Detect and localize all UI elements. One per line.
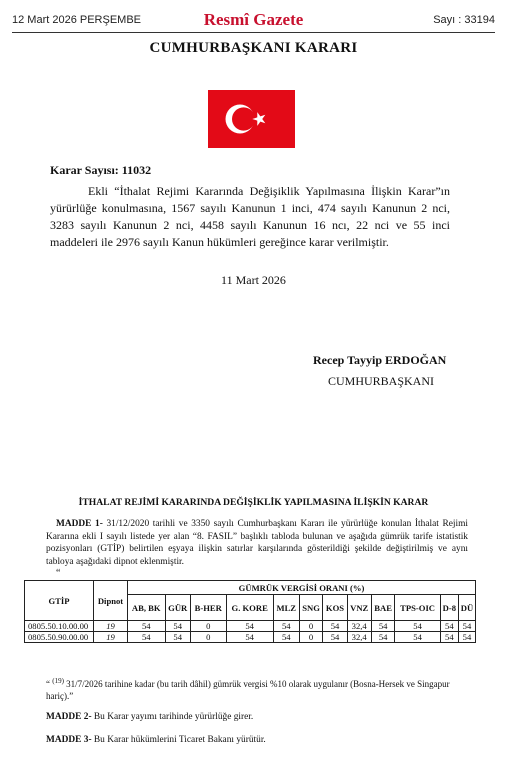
column-header: DÜ — [458, 595, 475, 621]
rate-cell: 54 — [395, 632, 440, 643]
column-header: MLZ — [273, 595, 299, 621]
quote-open-mark: “ — [56, 568, 61, 579]
footnote-marker: (19) — [52, 677, 64, 685]
rate-cell: 54 — [165, 621, 190, 632]
header-divider — [12, 32, 495, 33]
rate-cell: 54 — [458, 632, 475, 643]
article-3-label: MADDE 3- — [46, 735, 92, 745]
article-3-text: Bu Karar hükümlerini Ticaret Bakanı yürütür. — [91, 735, 266, 745]
table-row — [25, 632, 476, 643]
rate-cell: 32,4 — [347, 632, 371, 643]
column-header: SNG — [299, 595, 323, 621]
column-header: GÜR — [165, 595, 190, 621]
rate-cell: 54 — [440, 621, 458, 632]
footnote-text: 31/7/2026 tarihine kadar (bu tarih dâhil) gümrük vergisi %10 olarak uygulanır (Bosna-Hersek ve Singapur hariç).” — [46, 679, 450, 701]
column-header: TPS-OIC — [395, 595, 440, 621]
rate-cell: 54 — [273, 621, 299, 632]
rate-cell: 54 — [440, 632, 458, 643]
rate-cell: 54 — [395, 621, 440, 632]
rate-cell: 54 — [323, 621, 347, 632]
column-header: BAE — [371, 595, 395, 621]
rate-cell: 32,4 — [347, 621, 371, 632]
rate-cell: 54 — [128, 621, 166, 632]
column-header: B-HER — [190, 595, 226, 621]
gtip-cell: 0805.50.10.00.00 — [25, 621, 94, 632]
customs-duty-group-header: GÜMRÜK VERGİSİ ORANI (%) — [128, 581, 476, 595]
signatory-name — [313, 353, 446, 368]
article-3 — [46, 735, 266, 745]
signatory-first-name: Recep Tayyip — [313, 353, 386, 367]
column-header: VNZ — [347, 595, 371, 621]
column-header: G. KORE — [226, 595, 273, 621]
turkish-flag-icon — [208, 90, 295, 148]
article-1-text: 31/12/2020 tarihli ve 3350 sayılı Cumhurbaşkanı Kararı ile yürürlüğe konulan İthalat Rejimi Kararına ekli I sayılı listede yer alan “8. FASIL” başlıklı tabloda bulunan ve aşağıda gümrük tarife istatistik pozisyonları (GTİP) belirtilen eşyaya ilişkin satırlar karşılarında gösterildiği şekilde değiştirilmiş ve aynı tabloya aşağıdaki dipnot eklenmiştir. — [46, 519, 468, 567]
rate-cell: 54 — [323, 632, 347, 643]
column-header: AB, BK — [128, 595, 166, 621]
decree-date: 11 Mart 2026 — [221, 273, 286, 287]
rate-cell: 54 — [226, 621, 273, 632]
rate-cell: 54 — [128, 632, 166, 643]
dipnot-cell: 19 — [94, 632, 128, 643]
dipnot-cell: 19 — [94, 621, 128, 632]
decision-number: Karar Sayısı: 11032 — [50, 163, 152, 177]
footnote-quote: “ — [46, 679, 53, 689]
article-2-label: MADDE 2- — [46, 712, 92, 722]
article-1 — [46, 518, 468, 568]
flag-graphic — [208, 90, 295, 148]
rate-cell: 54 — [165, 632, 190, 643]
rate-cell: 0 — [299, 621, 323, 632]
column-header: KOS — [323, 595, 347, 621]
article-2 — [46, 712, 253, 722]
rate-cell: 54 — [273, 632, 299, 643]
rate-cell: 0 — [190, 632, 226, 643]
column-header: D-8 — [440, 595, 458, 621]
gtip-header: GTİP — [25, 581, 94, 621]
footnote — [46, 675, 470, 702]
decree-title: CUMHURBAŞKANI KARARI — [149, 40, 358, 56]
dipnot-header: Dipnot — [94, 581, 128, 621]
decree-paragraph: Ekli “İthalat Rejimi Kararında Değişiklik Yapılmasına İlişkin Karar”ın yürürlüğe konulmasına, 1567 sayılı Kanunun 1 inci, 474 sayılı Kanunun 2 nci, 3283 sayılı Kanunun 2 nci, 4458 sayılı Kanunun 16 ncı, 22 nci ve 55 inci maddeleri ile 2976 sayılı Kanun hükümleri gereğince karar verilmiştir. — [50, 184, 450, 249]
rate-cell: 54 — [371, 632, 395, 643]
rate-cell: 0 — [299, 632, 323, 643]
gazette-title: Resmî Gazete — [203, 10, 304, 29]
issue-number: Sayı : 33194 — [433, 14, 495, 26]
annex-title: İTHALAT REJİMİ KARARINDA DEĞİŞİKLİK YAPILMASINA İLİŞKİN KARAR — [78, 497, 429, 508]
rate-cell: 54 — [226, 632, 273, 643]
signatory-surname: ERDOĞAN — [385, 353, 447, 367]
header-date: 12 Mart 2026 PERŞEMBE — [12, 14, 142, 26]
tariff-body — [25, 621, 476, 643]
table-row — [25, 621, 476, 632]
rate-cell: 0 — [190, 621, 226, 632]
tariff-table — [24, 580, 476, 643]
article-1-label: MADDE 1- — [56, 519, 103, 529]
rate-cell: 54 — [371, 621, 395, 632]
rate-cell: 54 — [458, 621, 475, 632]
gtip-cell: 0805.50.90.00.00 — [25, 632, 94, 643]
article-2-text: Bu Karar yayımı tarihinde yürürlüğe girer. — [91, 712, 254, 722]
signatory-title: CUMHURBAŞKANI — [328, 374, 435, 388]
